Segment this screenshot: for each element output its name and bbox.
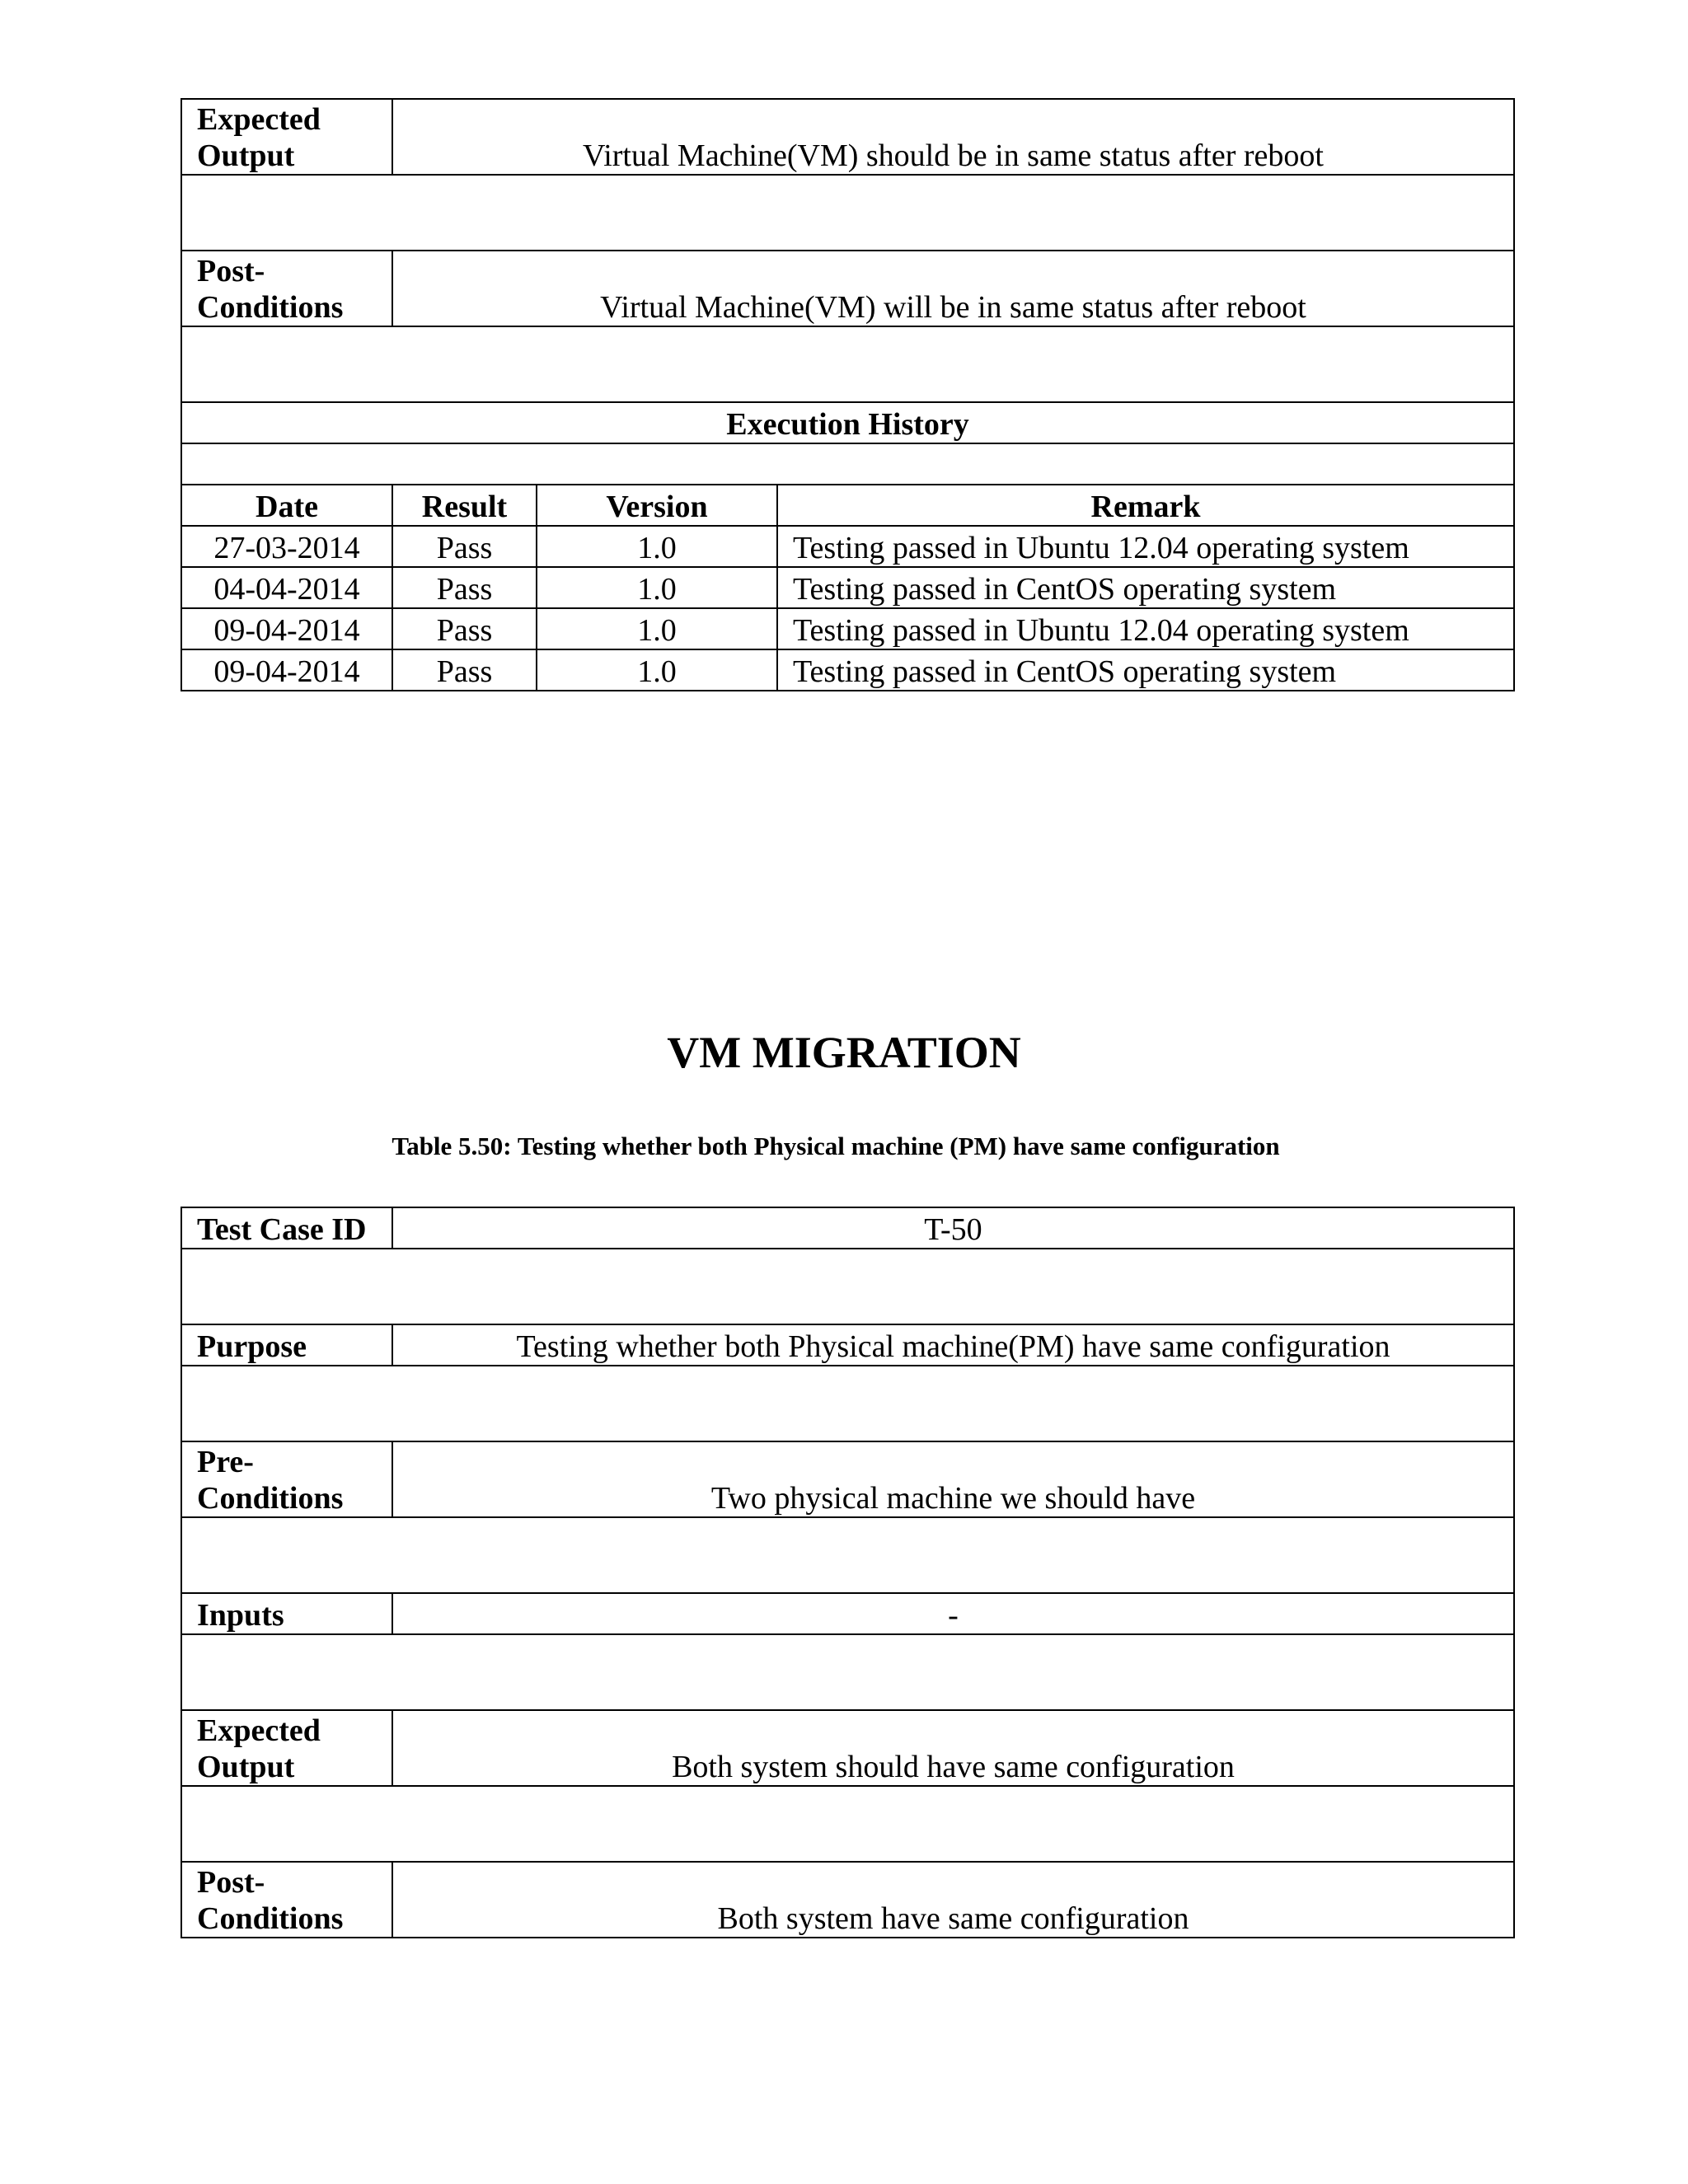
history-remark: Testing passed in CentOS operating system [777, 567, 1514, 608]
test-case-id-label: Test Case ID [181, 1207, 392, 1249]
post-conditions-value: Virtual Machine(VM) will be in same status after reboot [392, 251, 1514, 326]
expected-output-row [181, 99, 1514, 175]
expected-output-label: Expected Output [181, 1710, 392, 1786]
expected-output-row [181, 1710, 1514, 1786]
spacer-row [181, 1517, 1514, 1593]
history-version: 1.0 [537, 608, 777, 649]
history-result: Pass [392, 526, 537, 567]
history-version: 1.0 [537, 649, 777, 691]
spacer-row [181, 1366, 1514, 1441]
section-title: VM MIGRATION [667, 1028, 1021, 1077]
purpose-value: Testing whether both Physical machine(PM) have same configuration [392, 1324, 1514, 1366]
pre-conditions-row [181, 1441, 1514, 1517]
execution-history-row [181, 402, 1514, 443]
test-case-table-continued [181, 98, 1515, 691]
history-version: 1.0 [537, 567, 777, 608]
spacer-row [181, 326, 1514, 402]
history-remark: Testing passed in Ubuntu 12.04 operating system [777, 526, 1514, 567]
purpose-label: Purpose [181, 1324, 392, 1366]
pre-conditions-label: Pre- Conditions [181, 1441, 392, 1517]
version-header: Version [537, 485, 777, 526]
history-date: 04-04-2014 [181, 567, 392, 608]
history-row [181, 608, 1514, 649]
spacer-row [181, 1249, 1514, 1324]
test-case-id-value: T-50 [392, 1207, 1514, 1249]
post-conditions-row [181, 251, 1514, 326]
inputs-label: Inputs [181, 1593, 392, 1634]
history-header-row [181, 485, 1514, 526]
result-header: Result [392, 485, 537, 526]
history-result: Pass [392, 567, 537, 608]
post-conditions-label: Post- Conditions [181, 251, 392, 326]
history-result: Pass [392, 649, 537, 691]
pre-conditions-value: Two physical machine we should have [392, 1441, 1514, 1517]
history-remark: Testing passed in Ubuntu 12.04 operating system [777, 608, 1514, 649]
table-caption: Table 5.50: Testing whether both Physical machine (PM) have same configuration [392, 1132, 1280, 1160]
spacer-row [181, 1634, 1514, 1710]
execution-history-title: Execution History [181, 402, 1514, 443]
history-row [181, 526, 1514, 567]
inputs-value: - [392, 1593, 1514, 1634]
post-conditions-value: Both system have same configuration [392, 1862, 1514, 1938]
history-row [181, 567, 1514, 608]
history-date: 09-04-2014 [181, 649, 392, 691]
test-case-id-row [181, 1207, 1514, 1249]
test-case-table [181, 1207, 1515, 1938]
spacer-row [181, 443, 1514, 485]
history-date: 27-03-2014 [181, 526, 392, 567]
history-date: 09-04-2014 [181, 608, 392, 649]
spacer-row [181, 175, 1514, 251]
history-row [181, 649, 1514, 691]
post-conditions-row [181, 1862, 1514, 1938]
history-version: 1.0 [537, 526, 777, 567]
history-remark: Testing passed in CentOS operating system [777, 649, 1514, 691]
expected-output-value: Both system should have same configuration [392, 1710, 1514, 1786]
inputs-row [181, 1593, 1514, 1634]
history-result: Pass [392, 608, 537, 649]
expected-output-label: Expected Output [181, 99, 392, 175]
purpose-row [181, 1324, 1514, 1366]
post-conditions-label: Post- Conditions [181, 1862, 392, 1938]
expected-output-value: Virtual Machine(VM) should be in same status after reboot [392, 99, 1514, 175]
spacer-row [181, 1786, 1514, 1862]
date-header: Date [181, 485, 392, 526]
remark-header: Remark [777, 485, 1514, 526]
